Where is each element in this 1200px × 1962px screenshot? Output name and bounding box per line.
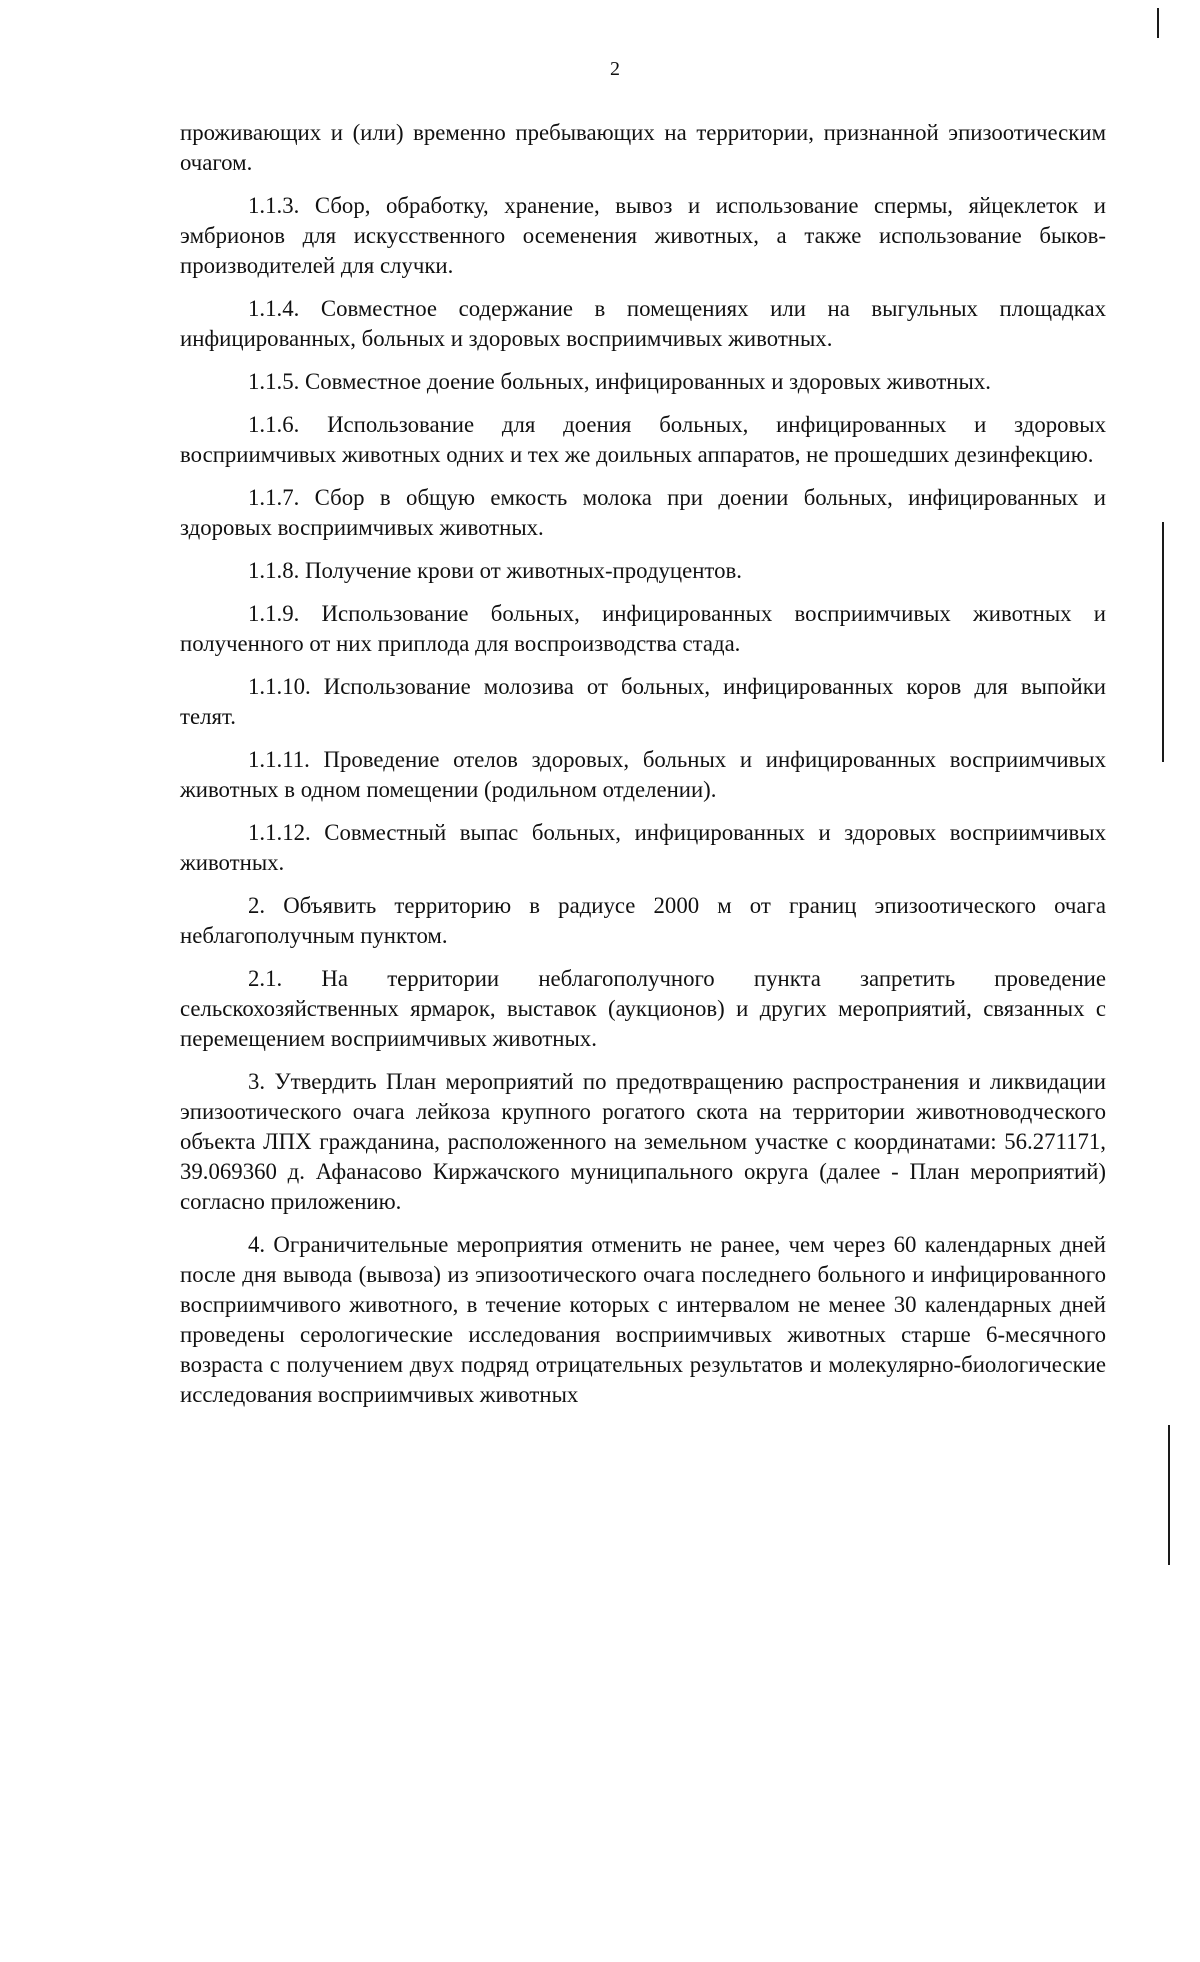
paragraph-1-1-11: 1.1.11. Проведение отелов здоровых, больных и инфицированных восприимчивых животных в одном помещении (родильном отделении).: [180, 747, 1106, 802]
paragraph-1-1-7: 1.1.7. Сбор в общую емкость молока при доении больных, инфицированных и здоровых восприимчивых животных.: [180, 485, 1106, 540]
scan-artifact-line-middle: [1162, 522, 1164, 762]
paragraph-1-1-8: 1.1.8. Получение крови от животных-продуцентов.: [248, 558, 742, 583]
paragraph-4: 4. Ограничительные мероприятия отменить не ранее, чем через 60 календарных дней после дня вывода (вывоза) из эпизоотического очага последнего больного и инфицированного восприимчивого животного, в течение которых с интервалом не менее 30 календарных дней проведены серологические исследования восприимчивых животных старше 6-месячного возраста с получением двух подряд отрицательных результатов и молекулярно-биологические исследования восприимчивых животных: [180, 1232, 1106, 1407]
paragraph-1-1-4: 1.1.4. Совместное содержание в помещениях или на выгульных площадках инфицированных, больных и здоровых восприимчивых животных.: [180, 296, 1106, 351]
page-number: 2: [610, 58, 620, 80]
paragraph-2: 2. Объявить территорию в радиусе 2000 м от границ эпизоотического очага неблагополучным пунктом.: [180, 893, 1106, 948]
paragraph-1-1-12: 1.1.12. Совместный выпас больных, инфицированных и здоровых восприимчивых животных.: [180, 820, 1106, 875]
scan-artifact-line-top: [1157, 8, 1159, 38]
scan-artifact-line-bottom: [1168, 1425, 1170, 1565]
paragraph-1-1-9: 1.1.9. Использование больных, инфицированных восприимчивых животных и полученного от них приплода для воспроизводства стада.: [180, 601, 1106, 656]
paragraph-1-1-6: 1.1.6. Использование для доения больных, инфицированных и здоровых восприимчивых животных одних и тех же доильных аппаратов, не прошедших дезинфекцию.: [180, 412, 1106, 467]
paragraph-1-1-10: 1.1.10. Использование молозива от больных, инфицированных коров для выпойки телят.: [180, 674, 1106, 729]
paragraph-1-1-3: 1.1.3. Сбор, обработку, хранение, вывоз и использование спермы, яйцеклеток и эмбрионов для искусственного осеменения животных, а также использование быков-производителей для случки.: [180, 193, 1106, 278]
document-body: [180, 118, 1106, 1423]
paragraph-1-1-5: 1.1.5. Совместное доение больных, инфицированных и здоровых животных.: [248, 369, 991, 394]
paragraph-2-1: 2.1. На территории неблагополучного пункта запретить проведение сельскохозяйственных ярмарок, выставок (аукционов) и других мероприятий, связанных с перемещением восприимчивых животных.: [180, 966, 1106, 1051]
paragraph-3: 3. Утвердить План мероприятий по предотвращению распространения и ликвидации эпизоотического очага лейкоза крупного рогатого скота на территории животноводческого объекта ЛПХ гражданина, расположенного на земельном участке с координатами: 56.271171, 39.069360 д. Афанасово Киржачского муниципального округа (далее - План мероприятий) согласно приложению.: [180, 1069, 1106, 1214]
paragraph-continuation: проживающих и (или) временно пребывающих на территории, признанной эпизоотическим очагом.: [180, 120, 1106, 175]
